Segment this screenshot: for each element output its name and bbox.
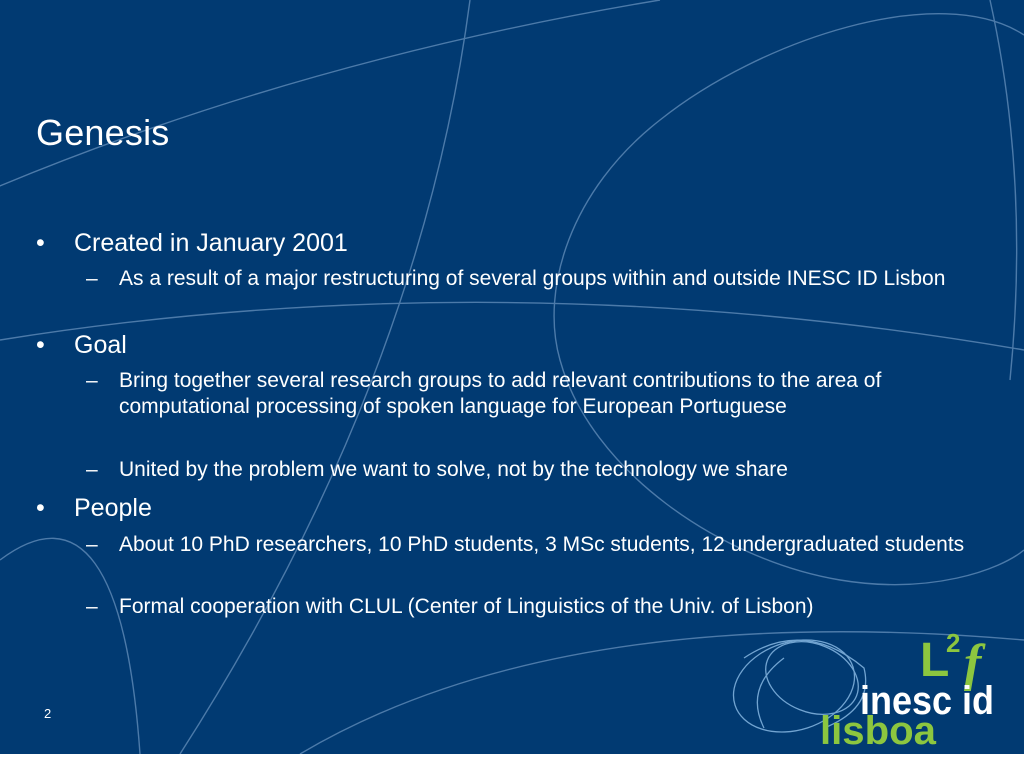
logo-inesc-id-text: inesc id — [860, 679, 994, 723]
dash-symbol: – — [86, 267, 98, 290]
logo-f-letter: f — [964, 635, 982, 692]
page-number: 2 — [44, 706, 52, 721]
sub-bullet-text: Formal cooperation with CLUL (Center of Linguistics of the Univ. of Lisbon) — [119, 595, 814, 618]
sub-bullet-text: About 10 PhD researchers, 10 PhD students, 3 MSc students, 12 undergraduated students — [119, 533, 965, 556]
sub-bullet-text: As a result of a major restructuring of several groups within and outside INESC ID Lisbon — [119, 267, 946, 290]
sub-bullet-text: Bring together several research groups to add relevant contributions to the area of computational processing of spoken language for European Portuguese — [119, 369, 882, 418]
sub-bullet-item — [86, 368, 966, 420]
dash-symbol: – — [86, 458, 98, 481]
slide-title: Genesis — [36, 112, 170, 153]
bullet-symbol: • — [36, 331, 45, 359]
sub-bullet-item — [86, 457, 966, 483]
bullet-symbol: • — [36, 229, 45, 257]
sub-bullet-text: United by the problem we want to solve, not by the technology we share — [119, 458, 788, 481]
bullet-symbol: • — [36, 494, 45, 522]
dash-symbol: – — [86, 595, 98, 618]
logo-superscript-2: 2 — [946, 628, 961, 658]
bullet-text: Created in January 2001 — [74, 229, 348, 257]
l2f-inesc-id-lisboa-logo — [724, 618, 1014, 748]
bullet-text: People — [74, 494, 152, 522]
dash-symbol: – — [86, 369, 98, 392]
logo-l-letter: L — [920, 634, 950, 687]
sub-bullet-item — [86, 594, 966, 620]
sub-bullet-item — [86, 266, 966, 292]
logo-lisboa-text: lisboa — [820, 709, 937, 748]
bullet-text: Goal — [74, 331, 127, 359]
dash-symbol: – — [86, 533, 98, 556]
sub-bullet-item — [86, 532, 966, 558]
